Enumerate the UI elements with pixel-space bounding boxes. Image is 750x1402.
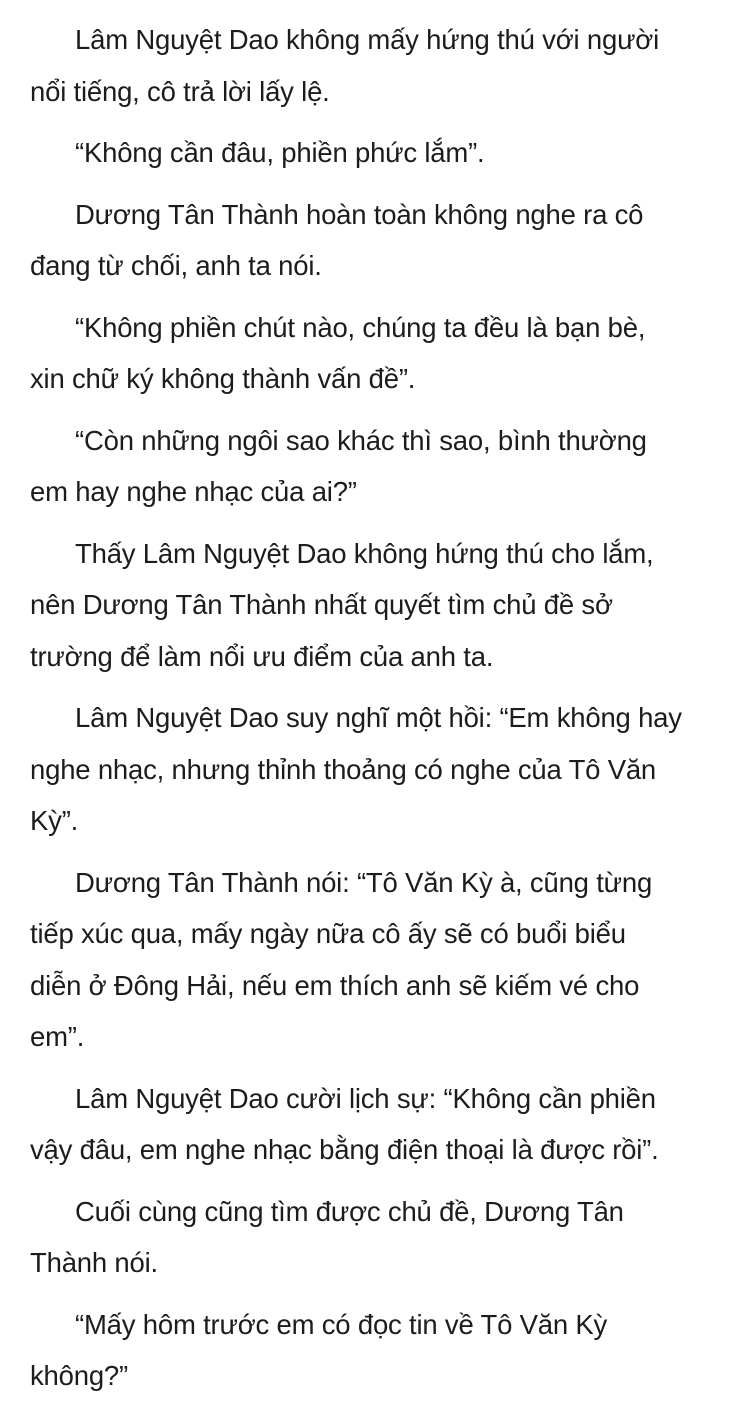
paragraph-line: Kỳ”.	[30, 805, 79, 836]
paragraph-line: không?”	[30, 1360, 128, 1391]
paragraph-line: Dương Tân Thành nói: “Tô Văn Kỳ à, cũng từng	[75, 866, 653, 898]
paragraph-line: “Không cần đâu, phiền phức lắm”.	[75, 137, 485, 168]
story-paragraph	[30, 127, 740, 179]
paragraph-line: em”.	[30, 1021, 85, 1052]
paragraph-line: Thấy Lâm Nguyệt Dao không hứng thú cho lắm,	[75, 537, 654, 569]
paragraph-line: diễn ở Đông Hải, nếu em thích anh sẽ kiếm vé cho	[30, 969, 640, 1001]
story-paragraph	[30, 692, 740, 847]
paragraph-line: xin chữ ký không thành vấn đề”.	[30, 363, 416, 394]
story-paragraph	[30, 528, 740, 683]
paragraph-line: Cuối cùng cũng tìm được chủ đề, Dương Tân	[75, 1195, 624, 1227]
paragraph-line: đang từ chối, anh ta nói.	[30, 250, 322, 281]
paragraph-line: Thành nói.	[30, 1247, 158, 1278]
story-paragraph	[30, 1299, 740, 1402]
paragraph-line: “Mấy hôm trước em có đọc tin về Tô Văn Kỳ	[75, 1308, 608, 1340]
story-paragraph	[30, 415, 740, 518]
story-paragraph	[30, 857, 740, 1063]
paragraph-line: tiếp xúc qua, mấy ngày nữa cô ấy sẽ có buổi biểu	[30, 918, 626, 949]
story-paragraph	[30, 14, 740, 117]
paragraph-line: “Không phiền chút nào, chúng ta đều là bạn bè,	[75, 311, 646, 343]
story-paragraph	[30, 302, 740, 405]
paragraph-line: Lâm Nguyệt Dao không mấy hứng thú với người	[75, 24, 660, 55]
story-paragraph	[30, 1073, 740, 1176]
paragraph-line: Dương Tân Thành hoàn toàn không nghe ra cô	[75, 198, 644, 230]
paragraph-line: Lâm Nguyệt Dao suy nghĩ một hồi: “Em không hay	[75, 702, 682, 733]
paragraph-line: nổi tiếng, cô trả lời lấy lệ.	[30, 75, 330, 107]
paragraph-line: nên Dương Tân Thành nhất quyết tìm chủ đề sở	[30, 589, 613, 620]
paragraph-line: Lâm Nguyệt Dao cười lịch sự: “Không cần phiền	[75, 1082, 656, 1114]
paragraph-line: vậy đâu, em nghe nhạc bằng điện thoại là được rồi”.	[30, 1134, 659, 1165]
paragraph-line: “Còn những ngôi sao khác thì sao, bình thường	[75, 424, 647, 456]
paragraph-line: em hay nghe nhạc của ai?”	[30, 476, 357, 507]
story-paragraph	[30, 1186, 740, 1289]
story-paragraph	[30, 189, 740, 292]
paragraph-line: nghe nhạc, nhưng thỉnh thoảng có nghe của Tô Văn	[30, 753, 657, 785]
paragraph-line: trường để làm nổi ưu điểm của anh ta.	[30, 640, 494, 672]
